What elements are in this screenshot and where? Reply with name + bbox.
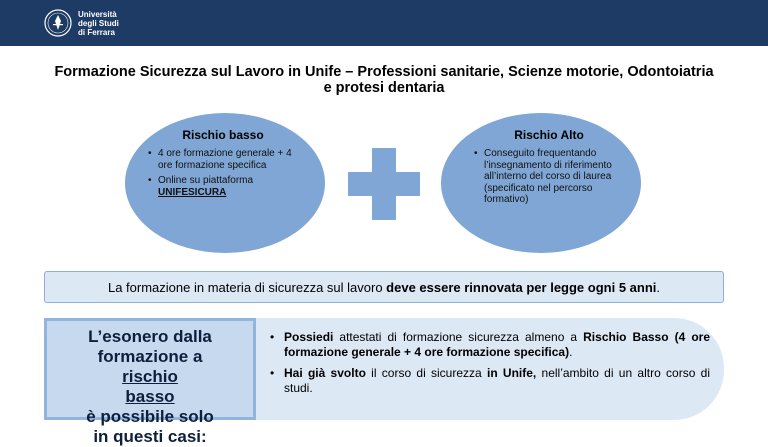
exemption-panel [44,318,256,446]
platform-name: UNIFESICURA [158,186,227,198]
list-item [148,175,298,198]
banner-prefix: La formazione in materia di sicurezza sul lavoro [107,279,387,295]
logo-line-2: degli Studi [78,18,119,28]
case-1-bold-2: Rischio Basso (4 ore formazione generale + 4 ore formazione specifica) [284,330,710,359]
low-risk-content [148,128,298,202]
university-logo[interactable] [44,9,148,37]
logo-line-3: di Ferrara [78,27,115,37]
case-2-bold-1: Hai già svolto [284,366,366,380]
exemption-line-4: in questi casi: [93,427,207,446]
page-title [20,64,748,96]
university-seal-icon [44,9,72,37]
exemption-line-2-underline: rischio [122,367,178,386]
exemption-line-1: L’esonero dalla [88,327,212,346]
exemption-line-2-prefix: formazione a [97,347,203,366]
exemption-line-3-underline: basso [125,387,175,406]
high-risk-title: Rischio Alto [514,128,584,142]
list-item [270,330,710,360]
plus-icon [348,148,420,220]
list-item: • 4 ore formazione generale + 4 ore formazione specifica [148,148,298,171]
exemption-line-3 [47,387,253,427]
logo-line-1: Università [78,9,117,19]
case-2-text-1: il corso di sicurezza [365,366,487,380]
exemption-text [47,327,253,447]
banner-bold: deve essere rinnovata per legge ogni 5 anni [386,279,657,295]
case-2-text-2: nell’ambito di un altro corso di studi. [284,366,710,395]
case-2-bold-2: in Unife, [486,366,537,380]
banner-text [108,280,660,295]
title-line-2: e protesi dentaria [323,80,445,96]
low-risk-title: Rischio basso [182,128,264,142]
header-bar [0,0,768,46]
high-risk-content [474,128,624,210]
case-1-bold-1: Possiedi [284,330,334,344]
banner-suffix: . [656,279,661,295]
low-risk-list [148,148,298,198]
case-1-text-1: attestati di formazione sicurezza almeno a [333,330,584,344]
exemption-line-3-suffix: è possibile solo [86,407,214,426]
title-line-1: Formazione Sicurezza sul Lavoro in Unife – Professioni sanitarie, Scienze motorie, Odontoiatria [54,64,714,80]
high-risk-list [474,148,624,206]
exemption-line-2 [47,347,253,387]
platform-prefix: Online su piattaforma [158,175,254,186]
logo-text [78,10,148,37]
cases-list [270,330,710,402]
list-item: • Conseguito frequentando l’insegnamento di riferimento all’interno del corso di laurea (specificato nel percorso formativo) [474,148,624,206]
case-1-text-2: . [569,345,573,359]
renewal-banner [44,271,724,303]
list-item [270,366,710,396]
